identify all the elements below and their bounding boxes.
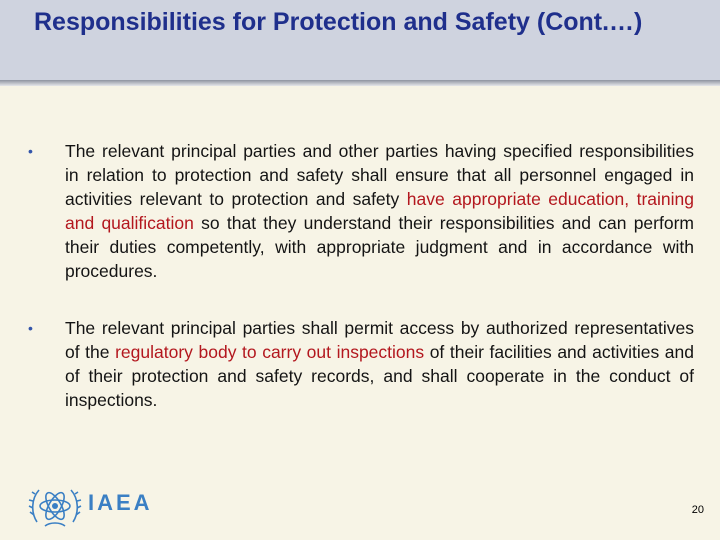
page-number: 20 [691,504,704,516]
bullet-highlight: regulatory body to carry out inspections [115,342,425,362]
bullet-highlight: have appropriate education, training and qualification [65,189,694,233]
logo-text: IAEA [88,490,153,515]
slide-title: Responsibilities for Protection and Safety (Cont.…) [34,8,643,36]
bullet-text-end: of their facilities and activities and of their protection and safety records, and shall cooperate in the conduct of inspections. [65,342,694,410]
bullet-item [28,316,694,412]
iaea-atom-emblem-icon [28,482,82,530]
bullet-text-start: The relevant principal parties and other parties having specified responsibilities in relation to protection and safety shall ensure that all personnel engaged in activities relevant to protection and safety [65,141,694,209]
bullet-text [65,316,694,412]
bullet-text [65,139,694,283]
bullet-text-start: The relevant principal parties shall permit access by authorized representatives of the [65,318,694,362]
iaea-logo [28,482,188,532]
bullet-item [28,139,694,283]
bullet-dot: • [28,143,33,159]
bullet-text-end: so that they understand their responsibilities and can perform their duties competently, with appropriate judgment and in accordance with procedures. [65,213,694,281]
bullet-dot: • [28,320,33,336]
